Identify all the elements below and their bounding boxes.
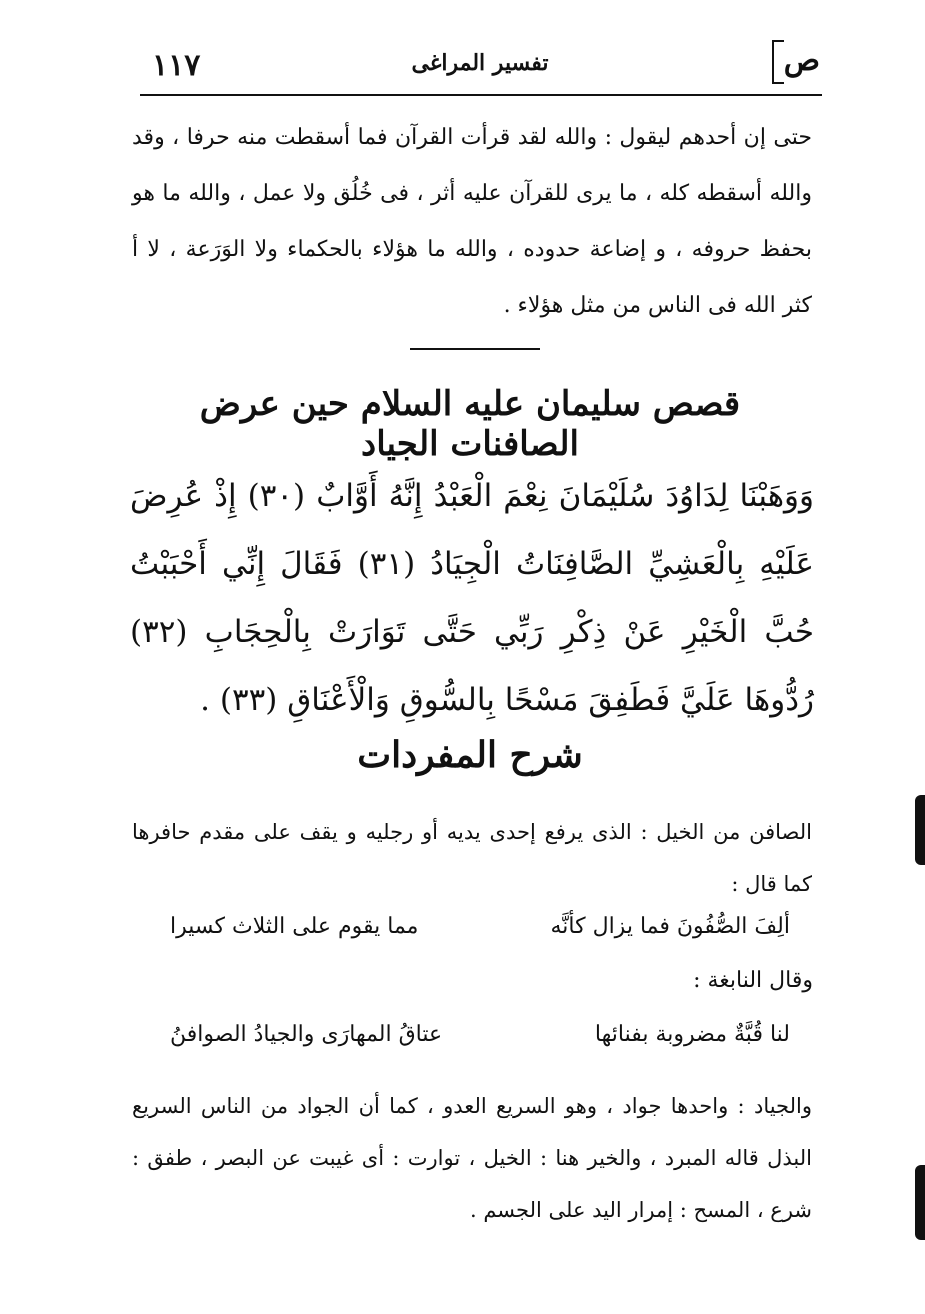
vocabulary-title: شرح المفردات [357,734,583,776]
section-title: قصص سليمان عليه السلام حين عرض الصافنات الجياد [199,384,741,464]
poem-hemistich: ألِفَ الصُّفُونَ فما يزال كأنَّه [550,914,790,939]
scan-edge-mark [915,795,925,865]
page-number: ١١٧ [152,48,201,83]
scan-edge-mark [915,1165,925,1240]
section-divider [410,348,540,350]
nabigha-intro: وقال النابغة : [693,968,813,993]
page-header [140,40,820,98]
poem-hemistich: مما يقوم على الثلاث كسيرا [170,914,419,939]
opening-paragraph: حتى إن أحدهم ليقول : والله لقد قرأت القرآن فما أسقطت منه حرفا ، وقد والله أسقطه كله ، ما يرى للقرآن عليه أثر ، فى خُلُق ولا عمل ، والله ما هو بحفظ حروفه ، و إضاعة حدوده ، والله ما هؤلاء بالحكماء ولا الوَرَعة ، لا أ كثر الله فى الناس من مثل هؤلاء . [132,125,812,318]
poem-hemistich: عتاقُ المهارَى والجيادُ الصوافنُ [170,1022,443,1047]
surah-letter: ص [783,43,820,78]
poem-verse-2 [150,1022,790,1074]
poem-verse-1 [150,914,790,966]
header-rule [140,94,822,96]
quran-verse: وَوَهَبْنَا لِدَاوُدَ سُلَيْمَانَ نِعْمَ الْعَبْدُ إِنَّهُ أَوَّابٌ (٣٠) إِذْ عُرِضَ عَلَيْهِ بِالْعَشِيِّ الصَّافِنَاتُ الْجِيَادُ (٣١) فَقَالَ إِنِّي أَحْبَبْتُ حُبَّ الْخَيْرِ عَنْ ذِكْرِ رَبِّي حَتَّى تَوَارَتْ بِالْحِجَابِ (٣٢) رُدُّوهَا عَلَيَّ فَطَفِقَ مَسْحًا بِالسُّوقِ وَالْأَعْنَاقِ (٣٣) . [130,478,814,718]
poem-hemistich: لنا قُبَّةٌ مضروبة بفنائها [594,1022,790,1047]
definition-paragraph-2: والجياد : واحدها جواد ، وهو السريع العدو ، كما أن الجواد من الناس السريع البذل قاله المبرد ، والخير هنا : الخيل ، توارت : أى غيبت عن البصر ، طفق : شرع ، المسح : إمرار اليد على الجسم . [132,1094,812,1222]
definition-paragraph: الصافن من الخيل : الذى يرفع إحدى يديه أو رجليه و يقف على مقدم حافرها كما قال : [132,820,812,896]
running-title: تفسير المراغى [411,50,549,76]
